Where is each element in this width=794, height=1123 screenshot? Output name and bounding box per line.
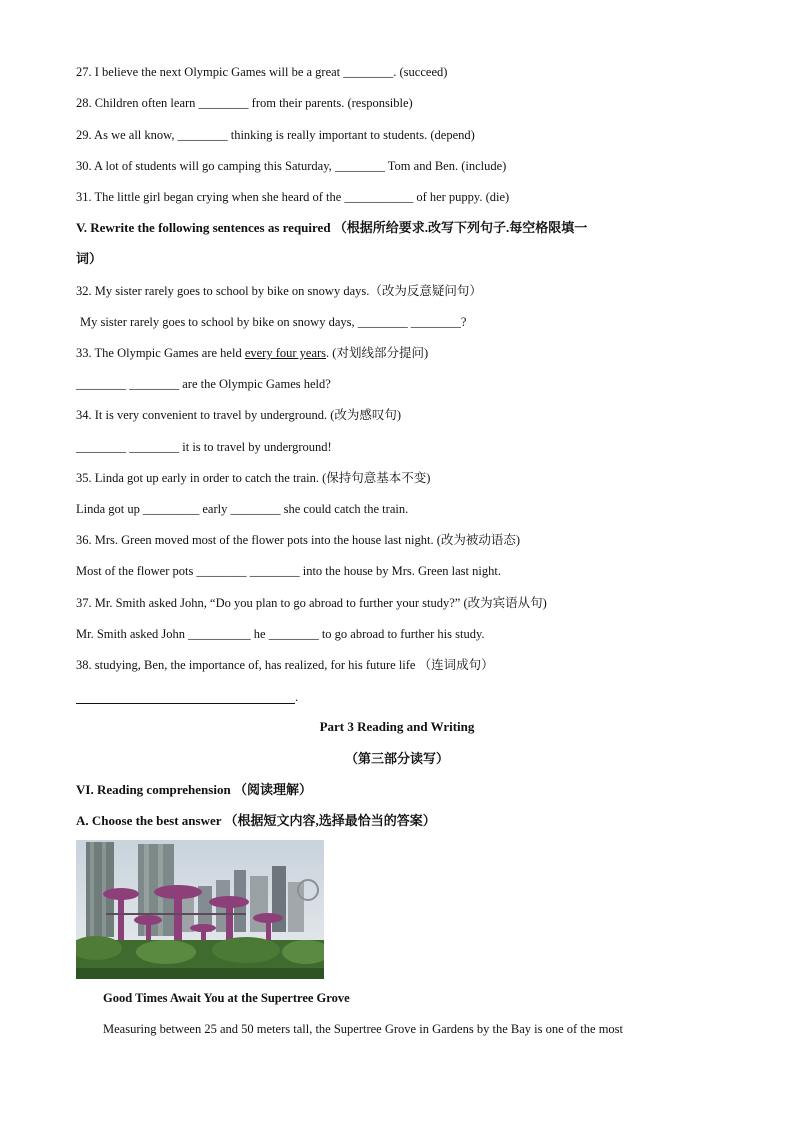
question-33-post: . (对划线部分提问)	[326, 346, 429, 360]
question-33	[76, 345, 428, 361]
question-32-answer: My sister rarely goes to school by bike on snowy days, ________ ________?	[80, 315, 467, 329]
question-38: 38. studying, Ben, the importance of, has realized, for his future life （连词成句）	[76, 658, 494, 672]
supertree-grove-photo	[76, 840, 324, 979]
part-3-title-cn: （第三部分读写）	[344, 751, 449, 766]
question-33-underlined: every four years	[244, 346, 327, 360]
question-34: 34. It is very convenient to travel by underground. (改为感叹句)	[76, 408, 402, 422]
article-title: Good Times Await You at the Supertree Grove	[103, 991, 350, 1005]
section-6-heading: VI. Reading comprehension （阅读理解）	[76, 782, 312, 797]
question-27: 27. I believe the next Olympic Games will be a great ________. (succeed)	[76, 65, 448, 79]
question-38-period: .	[295, 690, 299, 704]
question-32: 32. My sister rarely goes to school by bike on snowy days.（改为反意疑问句）	[76, 284, 482, 298]
supertree-photo-illustration	[76, 840, 324, 979]
question-38-answer-blank	[76, 694, 295, 704]
question-33-pre: 33. The Olympic Games are held	[76, 346, 245, 360]
question-34-answer: ________ ________ it is to travel by underground!	[76, 440, 332, 454]
question-29: 29. As we all know, ________ thinking is really important to students. (depend)	[76, 128, 475, 142]
section-5-heading: V. Rewrite the following sentences as required （根据所给要求.改写下列句子.每空格限填一	[76, 220, 588, 235]
question-35-answer: Linda got up _________ early ________ she could catch the train.	[76, 502, 409, 516]
question-36: 36. Mrs. Green moved most of the flower pots into the house last night. (改为被动语态)	[76, 533, 521, 547]
section-5-heading-cont: 词）	[76, 251, 103, 266]
question-30: 30. A lot of students will go camping this Saturday, ________ Tom and Ben. (include)	[76, 159, 507, 173]
article-paragraph: Measuring between 25 and 50 meters tall, the Supertree Grove in Gardens by the Bay is one of the most	[103, 1022, 624, 1036]
question-31: 31. The little girl began crying when she heard of the ___________ of her puppy. (die)	[76, 190, 510, 204]
question-28: 28. Children often learn ________ from their parents. (responsible)	[76, 96, 413, 110]
section-a-heading: A. Choose the best answer （根据短文内容,选择最恰当的答案）	[76, 813, 436, 828]
part-3-title: Part 3 Reading and Writing	[319, 719, 475, 734]
question-37-answer: Mr. Smith asked John __________ he ________ to go abroad to further his study.	[76, 627, 485, 641]
question-37: 37. Mr. Smith asked John, “Do you plan to go abroad to further your study?” (改为宾语从句)	[76, 596, 547, 610]
question-33-answer: ________ ________ are the Olympic Games held?	[76, 377, 331, 391]
question-36-answer: Most of the flower pots ________ ________ into the house by Mrs. Green last night.	[76, 564, 501, 578]
question-35: 35. Linda got up early in order to catch the train. (保持句意基本不变)	[76, 471, 431, 485]
